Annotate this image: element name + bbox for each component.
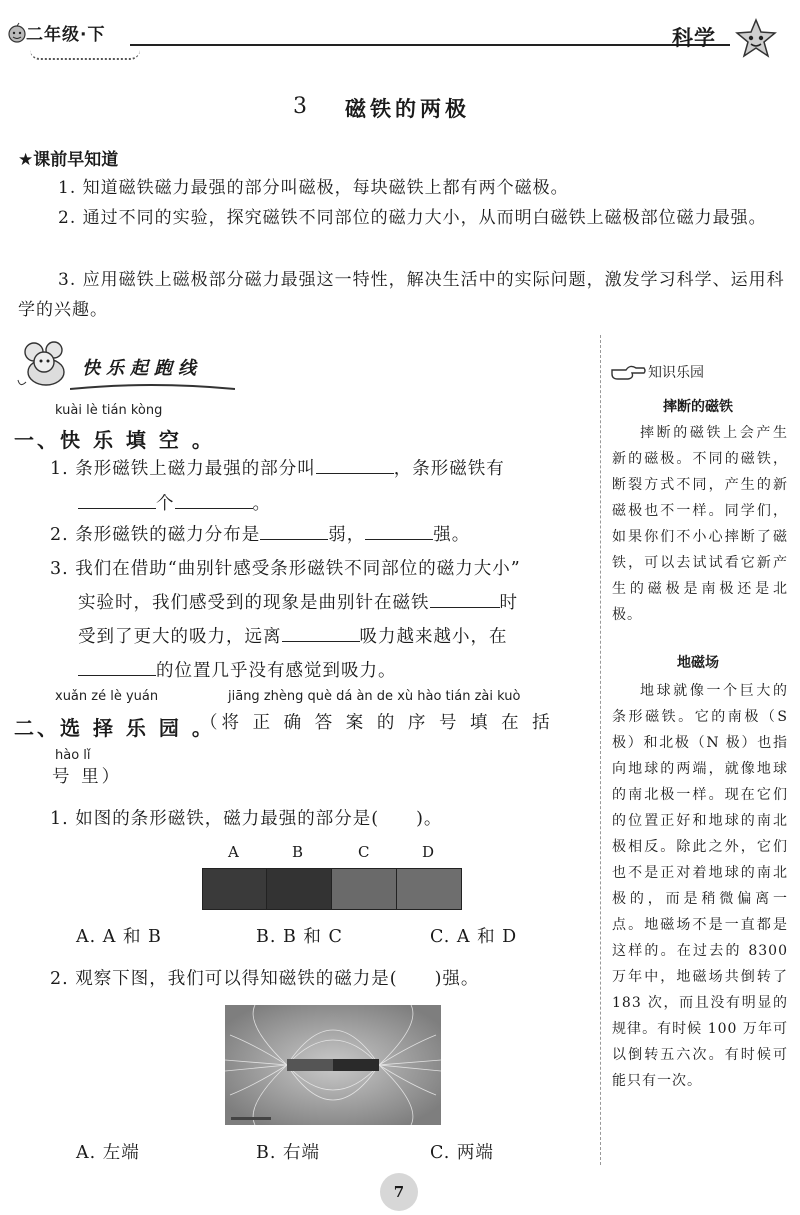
choice-q2-option-a[interactable]: A. 左端 [76, 1143, 140, 1163]
section2-pinyin-3: hào lǐ [55, 748, 91, 763]
answer-blank[interactable] [78, 657, 156, 676]
answer-blank[interactable] [175, 490, 253, 509]
fill-q3-text-e: 吸力越来越小，在 [359, 627, 508, 647]
lesson-title: 磁铁的两极 [345, 97, 470, 121]
section2-instruction: （将 正 确 答 案 的 序 号 填 在 括 [200, 713, 554, 733]
magnet-label-c: C [358, 843, 370, 861]
choice-q2-text: 2. 观察下图，我们可以得知磁铁的磁力是( )强。 [50, 969, 480, 989]
choice-q1-text: 1. 如图的条形磁铁，磁力最强的部分是( )。 [50, 809, 443, 829]
header-rule [130, 44, 730, 46]
preview-item-1: 1. 知道磁铁磁力最强的部分叫磁极，每块磁铁上都有两个磁极。 [58, 178, 569, 198]
fill-q3-text-f: 的位置几乎没有感觉到吸力。 [156, 661, 397, 681]
answer-blank[interactable] [365, 521, 433, 540]
lesson-number: 3 [293, 94, 307, 119]
magnet-label-a: A [228, 843, 239, 861]
fill-q2-text-c: 强。 [433, 525, 471, 545]
sidebar-title-1: 摔断的磁铁 [663, 399, 733, 415]
magnet-segment-d [396, 868, 462, 910]
section2-instruction-2: 号 里） [52, 767, 123, 787]
fill-q1-text-a: 1. 条形磁铁上磁力最强的部分叫 [50, 459, 316, 479]
subject-label: 科学 [672, 26, 716, 50]
choice-q1-option-b[interactable]: B. B 和 C [256, 927, 343, 947]
section2-pinyin-1: xuǎn zé lè yuán [55, 689, 159, 704]
banner-label: 快乐起跑线 [82, 358, 202, 379]
mascot-icon-right [730, 14, 782, 66]
section2-heading: 二、选 择 乐 园 。 [14, 716, 215, 740]
section1-heading: 一、快 乐 填 空 。 [14, 428, 215, 452]
answer-blank[interactable] [316, 455, 394, 474]
fill-q1-text-d: 。 [252, 494, 271, 514]
section1-pinyin: kuài lè tián kòng [55, 403, 163, 418]
magnet-label-b: B [292, 843, 304, 861]
answer-blank[interactable] [78, 490, 156, 509]
section2-pinyin-2: jiāng zhèng què dá àn de xù hào tián zài kuò [228, 689, 521, 704]
answer-blank[interactable] [430, 589, 500, 608]
choice-q2-option-b[interactable]: B. 右端 [256, 1143, 320, 1163]
fill-q1-text-b: ，条形磁铁有 [393, 459, 505, 479]
mouse-icon [16, 338, 76, 390]
fill-q3-text-a: 3. 我们在借助“曲别针感受条形磁铁不同部位的磁力大小” [50, 559, 521, 579]
sidebar-paragraph-2: 地球就像一个巨大的条形磁铁。它的南极（S 极）和北极（N 极）也指向地球的两端，就像地球的南北极一样。现在它们的位置正好和地球的南北极相反。除此之外，它们也不是正对着地球的南北极的，而是稍微偏离一点。地磁场不是一直都是这样的。在过去的 8300 万年中，地磁场共倒转了 183 次，而且没有明显的规律。有时候 100 万年可以倒转五六次。有时候可能只有一次。 [612, 683, 788, 1089]
fill-q2-text-b: 弱， [328, 525, 366, 545]
grade-label: 二年级·下 [26, 25, 106, 45]
sidebar-paragraph-1: 摔断的磁铁上会产生新的磁极。不同的磁铁，断裂方式不同，产生的新磁极也不一样。同学们，如果你们不小心摔断了磁铁，可以去试试看它新产生的磁极是南极还是北极。 [612, 425, 788, 623]
choice-q1-option-c[interactable]: C. A 和 D [430, 927, 518, 947]
preview-item-2: 2. 通过不同的实验，探究磁铁不同部位的磁力大小，从而明白磁铁上磁极部位磁力最强。 [58, 208, 767, 228]
page-number: 7 [380, 1173, 418, 1211]
magnet-label-d: D [422, 843, 435, 861]
fill-q1-text-c: 个 [156, 494, 175, 514]
magnet-segment-a [202, 868, 268, 910]
answer-blank[interactable] [282, 623, 360, 642]
magnet-segment-b [266, 868, 333, 910]
magnet-segment-c [331, 868, 398, 910]
preview-item-3: 3. 应用磁铁上磁极部分磁力最强这一特性，解决生活中的实际问题，激发学习科学、运用科学的兴趣。 [18, 270, 785, 320]
mascot-icon-left [6, 22, 28, 44]
fill-q3-text-b: 实验时，我们感受到的现象是曲别针在磁铁 [78, 593, 430, 613]
fill-q2-text-a: 2. 条形磁铁的磁力分布是 [50, 525, 261, 545]
pointing-hand-icon [610, 360, 646, 382]
magnetic-field-image [225, 1005, 441, 1125]
header-decoration [30, 50, 140, 60]
sidebar-title-2: 地磁场 [677, 655, 719, 671]
answer-blank[interactable] [260, 521, 328, 540]
sidebar-divider [600, 335, 601, 1165]
choice-q2-option-c[interactable]: C. 两端 [430, 1143, 494, 1163]
choice-q1-option-a[interactable]: A. A 和 B [76, 927, 162, 947]
preview-heading: ★课前早知道 [18, 150, 119, 170]
fill-q3-text-d: 受到了更大的吸力，远离 [78, 627, 282, 647]
sidebar-label: 知识乐园 [648, 365, 704, 381]
fill-q3-text-c: 时 [499, 593, 518, 613]
